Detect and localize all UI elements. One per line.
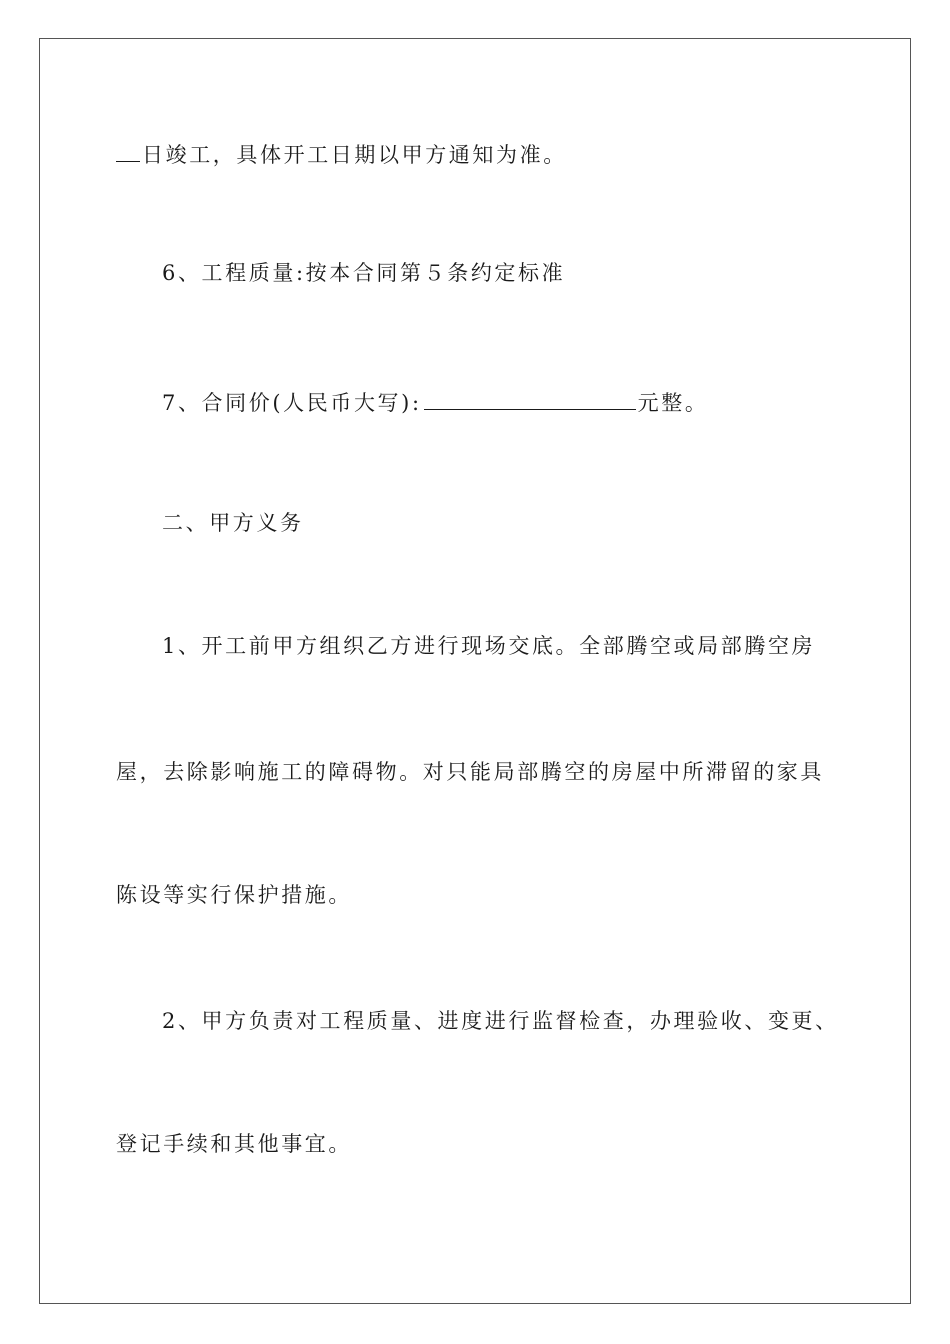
- contract-price-suffix: 元整。: [637, 390, 709, 415]
- clause-1-line-3: 陈设等实行保护措施。: [116, 883, 352, 907]
- price-blank: [424, 389, 636, 410]
- date-blank: [116, 141, 140, 162]
- clause-1-line-2: 屋，去除影响施工的障碍物。对只能局部腾空的房屋中所滞留的家具: [116, 760, 824, 784]
- completion-date-text: 日竣工，具体开工日期以甲方通知为准。: [142, 142, 567, 167]
- clause-2-line-1: 2、甲方负责对工程质量、进度进行监督检查，办理验收、变更、: [162, 1009, 839, 1033]
- clause-1-line-1: 1、开工前甲方组织乙方进行现场交底。全部腾空或局部腾空房: [162, 634, 816, 658]
- completion-date-line: [116, 141, 567, 166]
- page-border: [39, 38, 911, 1304]
- section-heading-party-a-obligations: 二、甲方义务: [162, 511, 304, 535]
- quality-clause: 6、工程质量:按本合同第５条约定标准: [162, 261, 566, 285]
- clause-2-line-2: 登记手续和其他事宜。: [116, 1132, 352, 1156]
- contract-price-line: [162, 389, 708, 414]
- contract-price-label: 7、合同价(人民币大写):: [162, 390, 422, 415]
